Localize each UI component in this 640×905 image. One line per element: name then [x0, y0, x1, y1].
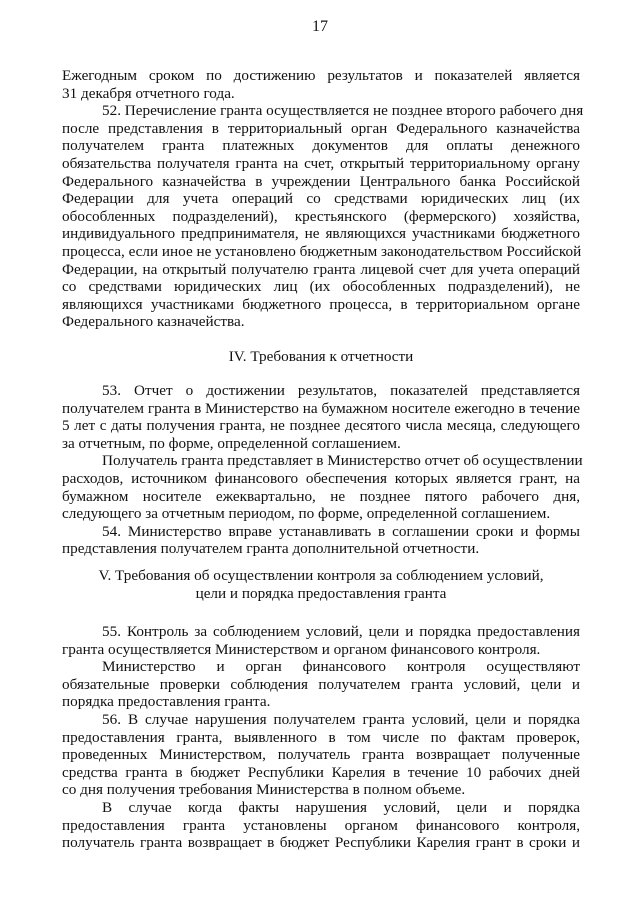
section-title-line: V. Требования об осуществлении контроля за соблюдением условий, [98, 567, 544, 584]
text-line: 55. Контроль за соблюдением условий, цели и порядка предоставления [102, 623, 580, 640]
text-line: являющихся участниками бюджетного процесса, в территориальном органе [62, 295, 580, 313]
text-line: 52. Перечисление гранта осуществляется не позднее второго рабочего дня [102, 102, 584, 120]
text-line: 5 лет с даты получения гранта, не позднее десятого числа месяца, следующего [62, 417, 580, 435]
text-line: со средствами юридических лиц (их обособленных подразделений), не [62, 278, 580, 296]
section-heading-v [62, 567, 580, 603]
text-line: обязательства получателя гранта на счет, открытый территориальному органу [62, 154, 580, 172]
text-line: средства гранта в бюджет Республики Карелия в течение 10 рабочих дней [62, 763, 580, 781]
text-line: Получатель гранта представляет в Министерство отчет об осуществлении [102, 452, 583, 470]
text-line: получатель гранта возвращает в бюджет Республики Карелия грант в сроки и [62, 834, 580, 852]
text-line: обособленных подразделений), крестьянского (фермерского) хозяйства, [62, 207, 580, 225]
text-line: Федерального казначейства в учреждении Центрального банка Российской [62, 172, 580, 190]
text-line: Федерации для учета операций со средствами юридических лиц (их [62, 190, 580, 208]
text-line: следующего за отчетным периодом, по форме, определенной соглашением. [62, 505, 551, 523]
paragraph-block-1 [62, 67, 584, 331]
text-line: со дня получения требования Министерства в полном объеме. [62, 781, 466, 799]
text-line: порядка предоставления гранта. [62, 693, 271, 711]
page-number: 17 [312, 18, 328, 35]
section-title-line: цели и порядка предоставления гранта [195, 585, 447, 602]
paragraph-block-3 [62, 623, 580, 852]
text-line: бумажном носителе ежеквартально, не позднее пятого рабочего дня, [62, 487, 580, 505]
text-line: представления получателем гранта дополнительной отчетности. [62, 540, 480, 558]
text-line: индивидуального предпринимателя, не являющихся участниками бюджетного [62, 225, 580, 243]
text-line: за отчетным, по форме, определенной соглашением. [62, 434, 401, 452]
text-line: получателем гранта в Министерство на бумажном носителе ежегодно в течение [62, 399, 580, 417]
text-line: Федерации, на открытый получателю гранта лицевой счет для учета операций [62, 260, 580, 278]
text-line: 54. Министерство вправе устанавливать в соглашении сроки и формы [102, 522, 580, 540]
section-title: IV. Требования к отчетности [228, 348, 414, 365]
text-line: расходов, источником финансового обеспечения которых является грант, на [62, 469, 580, 487]
text-line: проведенных Министерством, получатель гранта возвращает полученные [62, 746, 580, 764]
text-line: предоставления гранта установлены органом финансового контроля, [62, 816, 580, 834]
text-line: Министерство и орган финансового контроля осуществляют [102, 658, 580, 676]
text-line: 56. В случае нарушения получателем гранта условий, цели и порядка [102, 710, 580, 728]
text-line: процесса, если иное не установлено бюджетным законодательством Российской [62, 242, 582, 260]
text-line: получателем гранта платежных документов для оплаты денежного [62, 137, 580, 155]
section-heading-iv [62, 348, 580, 366]
text-line: 31 декабря отчетного года. [62, 84, 235, 102]
paragraph-block-2 [62, 382, 583, 558]
text-line: после представления в территориальный орган Федерального казначейства [62, 119, 580, 137]
text-line: гранта осуществляется Министерством и органом финансового контроля. [62, 640, 541, 658]
text-line: 53. Отчет о достижении результатов, показателей представляется [102, 382, 580, 399]
text-line: Ежегодным сроком по достижению результатов и показателей является [62, 67, 580, 84]
text-line: В случае когда факты нарушения условий, цели и порядка [102, 798, 580, 816]
text-line: предоставления гранта, выявленного в том числе по фактам проверок, [62, 728, 580, 746]
text-line: Федерального казначейства. [62, 313, 245, 331]
text-line: обязательные проверки соблюдения получателем гранта условий, цели и [62, 675, 580, 693]
